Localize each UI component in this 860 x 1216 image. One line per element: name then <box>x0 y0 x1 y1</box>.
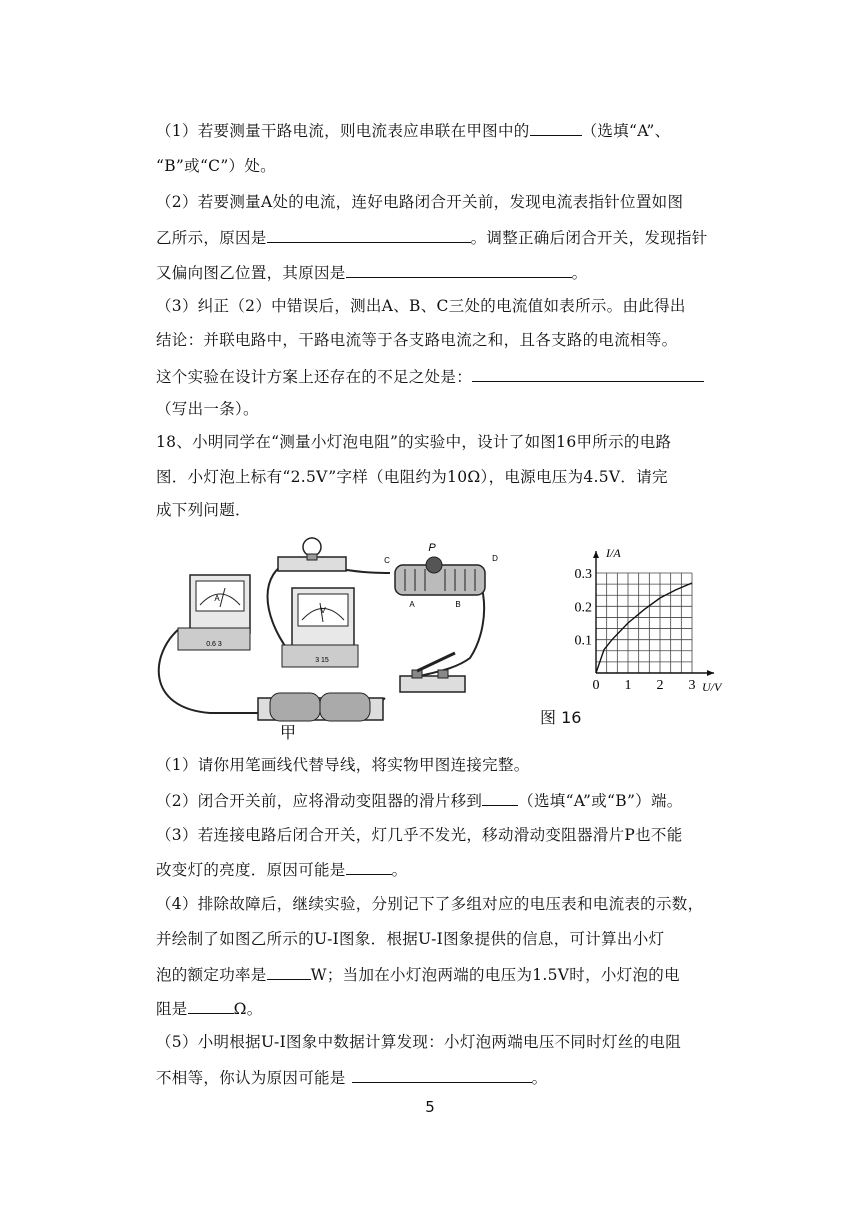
text: （4）排除故障后，继续实验，分别记下了多组对应的电压表和电流表的示数， <box>156 895 704 913</box>
circuit-diagram <box>150 533 550 743</box>
text: 改变灯的亮度．原因可能是 <box>156 861 346 879</box>
wire <box>268 561 291 653</box>
light-bulb <box>278 538 346 571</box>
text: （写出一条）。 <box>156 400 259 418</box>
q18-s5-line2 <box>156 1066 547 1089</box>
q17-p2-line2 <box>156 226 708 249</box>
text: 并绘制了如图乙所示的U-I图象．根据U-I图象提供的信息，可计算出小灯 <box>156 930 665 948</box>
answer-blank[interactable] <box>346 858 392 875</box>
q18-intro-line2 <box>156 466 668 488</box>
q18-s3-line2 <box>156 858 407 881</box>
wire <box>340 569 390 573</box>
text: 图．小灯泡上标有“2.5V”字样（电阻约为10Ω），电源电压为4.5V．请完 <box>156 468 668 486</box>
text: 又偏向图乙位置，其原因是 <box>156 264 346 282</box>
voltmeter-letter: V <box>320 606 326 615</box>
rheostat-d-label: D <box>492 554 498 563</box>
chart-grid <box>596 573 692 673</box>
answer-blank[interactable] <box>346 261 572 278</box>
q17-p1-line1 <box>156 119 670 142</box>
answer-blank[interactable] <box>188 997 234 1014</box>
text: 成下列问题． <box>156 501 251 519</box>
text: 不相等，你认为原因可能是 <box>156 1069 346 1087</box>
x-axis-label: U/V <box>702 680 722 694</box>
figure-16 <box>150 533 740 743</box>
q18-s4-line2 <box>156 928 664 950</box>
y-tick-label: 0.1 <box>574 633 592 649</box>
y-tick-label: 0.2 <box>574 600 592 616</box>
q18-s1 <box>156 754 530 776</box>
text: 。 <box>571 264 588 282</box>
rheostat-a-label: A <box>409 600 415 609</box>
q17-p3-line3 <box>156 365 704 388</box>
text: W；当加在小灯泡两端的电压为1.5V时，小灯泡的电 <box>310 966 680 984</box>
answer-blank[interactable] <box>267 963 311 980</box>
q18-s4-line3 <box>156 963 680 986</box>
page-number: 5 <box>425 1098 435 1116</box>
q18-s4-line1 <box>156 893 703 915</box>
wire <box>400 581 484 683</box>
text: 。调整正确后闭合开关，发现指针 <box>470 229 708 247</box>
text: （选填“A”或“B”）端。 <box>518 792 683 810</box>
figure-jia-label: 甲 <box>280 723 297 742</box>
q17-p1-line2 <box>156 155 276 177</box>
answer-blank[interactable] <box>472 365 704 382</box>
q18-s2 <box>156 789 683 812</box>
q18-intro-line1 <box>156 431 671 453</box>
q18-s5-line1 <box>156 1031 681 1053</box>
text: 乙所示，原因是 <box>156 229 267 247</box>
rheostat-b-label: B <box>455 600 461 609</box>
ammeter-letter: A <box>214 594 220 603</box>
y-axis-label: I/A <box>606 546 621 560</box>
figure-caption: 图 16 <box>540 708 582 727</box>
answer-blank[interactable] <box>482 789 518 806</box>
voltmeter-scale-label: 3 15 <box>315 657 329 664</box>
y-tick-label: 0.3 <box>574 567 592 582</box>
x-tick-label: 0 <box>592 678 600 693</box>
text: （2）闭合开关前，应将滑动变阻器的滑片移到 <box>156 792 483 810</box>
text: （3）纠正（2）中错误后，测出A、B、C三处的电流值如表所示。由此得出 <box>156 297 686 315</box>
ammeter-scale-label: 0.6 3 <box>206 641 222 648</box>
x-axis-arrow <box>707 670 714 676</box>
text: （1）请你用笔画线代替导线，将实物甲图连接完整。 <box>156 756 530 774</box>
chart-series-line <box>596 583 692 673</box>
q18-intro-line3 <box>156 499 251 521</box>
text: 。 <box>531 1069 548 1087</box>
rheostat-c-label: C <box>384 556 390 565</box>
answer-blank[interactable] <box>530 119 582 136</box>
answer-blank[interactable] <box>352 1066 532 1083</box>
battery-pack <box>258 693 383 721</box>
text: （5）小明根据U-I图象中数据计算发现：小灯泡两端电压不同时灯丝的电阻 <box>156 1033 682 1051</box>
chart-axes <box>593 551 714 676</box>
q17-p2-line3 <box>156 261 587 284</box>
ui-chart <box>560 533 730 713</box>
text: 这个实验在设计方案上还存在的不足之处是： <box>156 368 473 386</box>
q17-p3-line1 <box>156 295 686 317</box>
x-tick-label: 1 <box>624 678 632 693</box>
text: 。 <box>391 861 408 879</box>
text: Ω。 <box>233 1000 263 1018</box>
text: （2）若要测量A处的电流，连好电路闭合开关前，发现电流表指针位置如图 <box>156 193 684 211</box>
q17-p3-line2 <box>156 329 677 351</box>
q17-p3-line4 <box>156 398 259 420</box>
text: “B”或“C”）处。 <box>156 157 276 175</box>
text: 结论：并联电路中，干路电流等于各支路电流之和，且各支路的电流相等。 <box>156 331 678 349</box>
text: 阻是 <box>156 1000 188 1018</box>
text: （选填“A”、 <box>581 122 671 140</box>
text: 泡的额定功率是 <box>156 966 267 984</box>
rheostat <box>384 542 498 609</box>
ammeter <box>178 575 250 650</box>
x-tick-label: 2 <box>656 678 664 693</box>
y-axis-arrow <box>593 551 599 558</box>
x-tick-label: 3 <box>688 678 696 693</box>
answer-blank[interactable] <box>267 226 471 243</box>
text: 18、小明同学在“测量小灯泡电阻”的实验中，设计了如图16甲所示的电路 <box>156 433 672 451</box>
text: （1）若要测量干路电流，则电流表应串联在甲图中的 <box>156 122 530 140</box>
q18-s4-line4 <box>156 997 263 1020</box>
q17-p2-line1 <box>156 191 683 213</box>
text: （3）若连接电路后闭合开关，灯几乎不发光，移动滑动变阻器滑片P也不能 <box>156 826 683 844</box>
voltmeter <box>282 588 358 667</box>
rheostat-p-label: P <box>428 542 436 554</box>
q18-s3-line1 <box>156 824 683 846</box>
